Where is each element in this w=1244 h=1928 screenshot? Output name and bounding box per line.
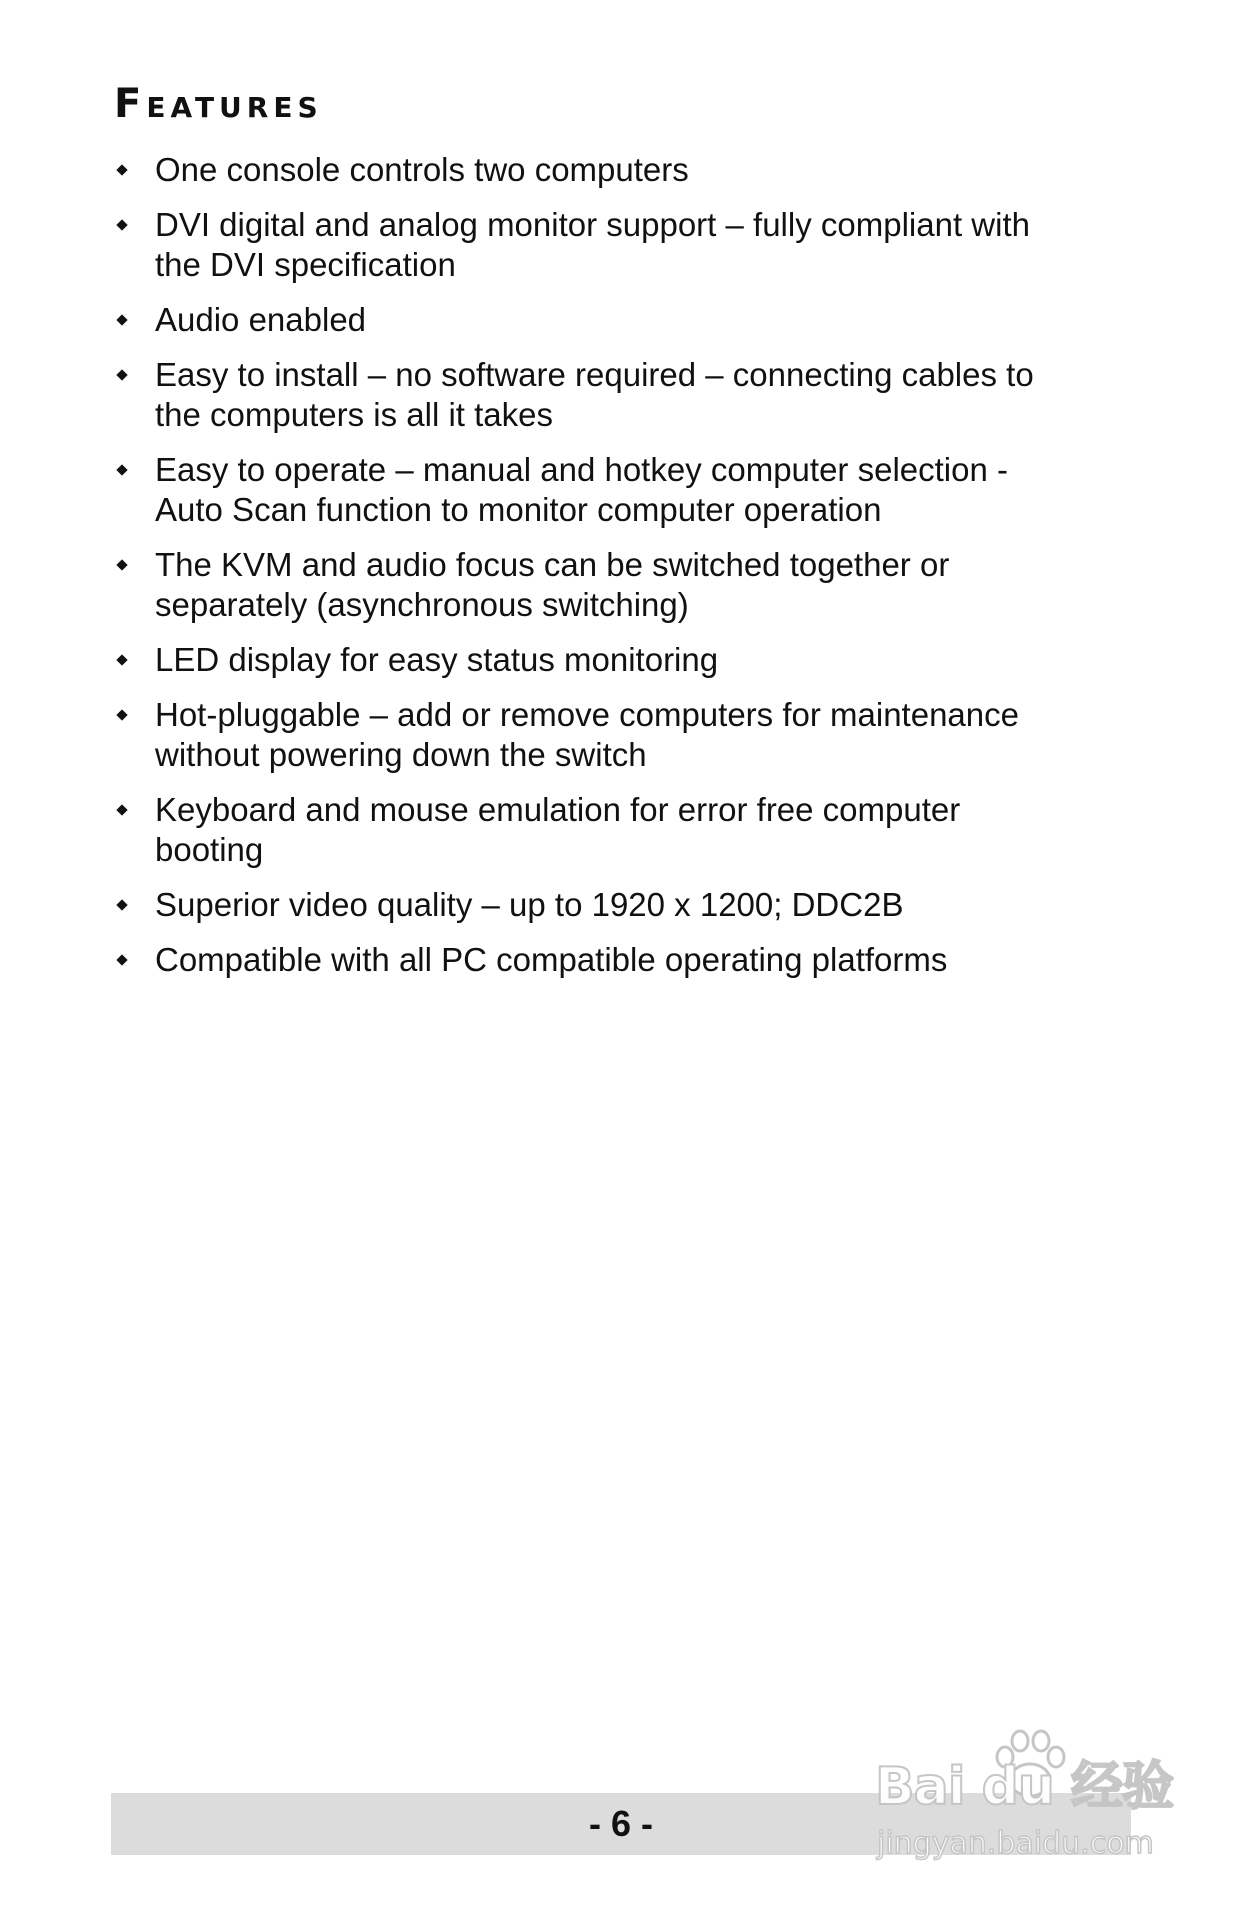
feature-item bbox=[114, 355, 1134, 435]
watermark-brand: Bai du 经验 bbox=[875, 1757, 1173, 1817]
feature-item bbox=[114, 940, 1134, 980]
feature-text-line: One console controls two computers bbox=[155, 151, 689, 188]
feature-text-line: Auto Scan function to monitor computer operation bbox=[155, 491, 882, 528]
feature-item bbox=[114, 695, 1134, 775]
diamond-bullet-icon bbox=[116, 654, 127, 665]
feature-item bbox=[114, 790, 1134, 870]
watermark-url: jingyan.baidu.com bbox=[877, 1826, 1154, 1861]
diamond-bullet-icon bbox=[116, 899, 127, 910]
feature-text-line: The KVM and audio focus can be switched together or bbox=[155, 546, 950, 583]
feature-text-line: Audio enabled bbox=[155, 301, 367, 338]
feature-text-line: without powering down the switch bbox=[155, 736, 647, 773]
feature-text-line: separately (asynchronous switching) bbox=[155, 586, 689, 623]
feature-text-line: Compatible with all PC compatible operating platforms bbox=[155, 941, 948, 978]
feature-item bbox=[114, 205, 1134, 285]
diamond-bullet-icon bbox=[116, 314, 127, 325]
feature-text-line: Hot-pluggable – add or remove computers for maintenance bbox=[155, 696, 1019, 733]
diamond-bullet-icon bbox=[116, 954, 127, 965]
baidu-watermark bbox=[875, 1725, 1175, 1875]
feature-text-line: Easy to install – no software required – connecting cables to bbox=[155, 356, 1034, 393]
page-number: - 6 - bbox=[588, 1803, 653, 1844]
diamond-bullet-icon bbox=[116, 164, 127, 175]
diamond-bullet-icon bbox=[116, 219, 127, 230]
feature-item bbox=[114, 885, 1134, 925]
feature-item bbox=[114, 450, 1134, 530]
feature-list bbox=[114, 150, 1134, 995]
diamond-bullet-icon bbox=[116, 709, 127, 720]
feature-text-line: the DVI specification bbox=[155, 246, 456, 283]
feature-text-line: the computers is all it takes bbox=[155, 396, 553, 433]
diamond-bullet-icon bbox=[116, 804, 127, 815]
feature-text-line: Keyboard and mouse emulation for error free computer bbox=[155, 791, 961, 828]
diamond-bullet-icon bbox=[116, 559, 127, 570]
section-heading: Features bbox=[114, 81, 323, 127]
feature-text-line: LED display for easy status monitoring bbox=[155, 641, 719, 678]
feature-text-line: booting bbox=[155, 831, 264, 868]
diamond-bullet-icon bbox=[116, 369, 127, 380]
feature-text-line: Superior video quality – up to 1920 x 1200; DDC2B bbox=[155, 886, 904, 923]
feature-text-line: Easy to operate – manual and hotkey computer selection - bbox=[155, 451, 1008, 488]
feature-item bbox=[114, 545, 1134, 625]
feature-text-line: DVI digital and analog monitor support – fully compliant with bbox=[155, 206, 1030, 243]
diamond-bullet-icon bbox=[116, 464, 127, 475]
feature-item bbox=[114, 640, 1134, 680]
feature-item bbox=[114, 150, 1134, 190]
feature-item bbox=[114, 300, 1134, 340]
